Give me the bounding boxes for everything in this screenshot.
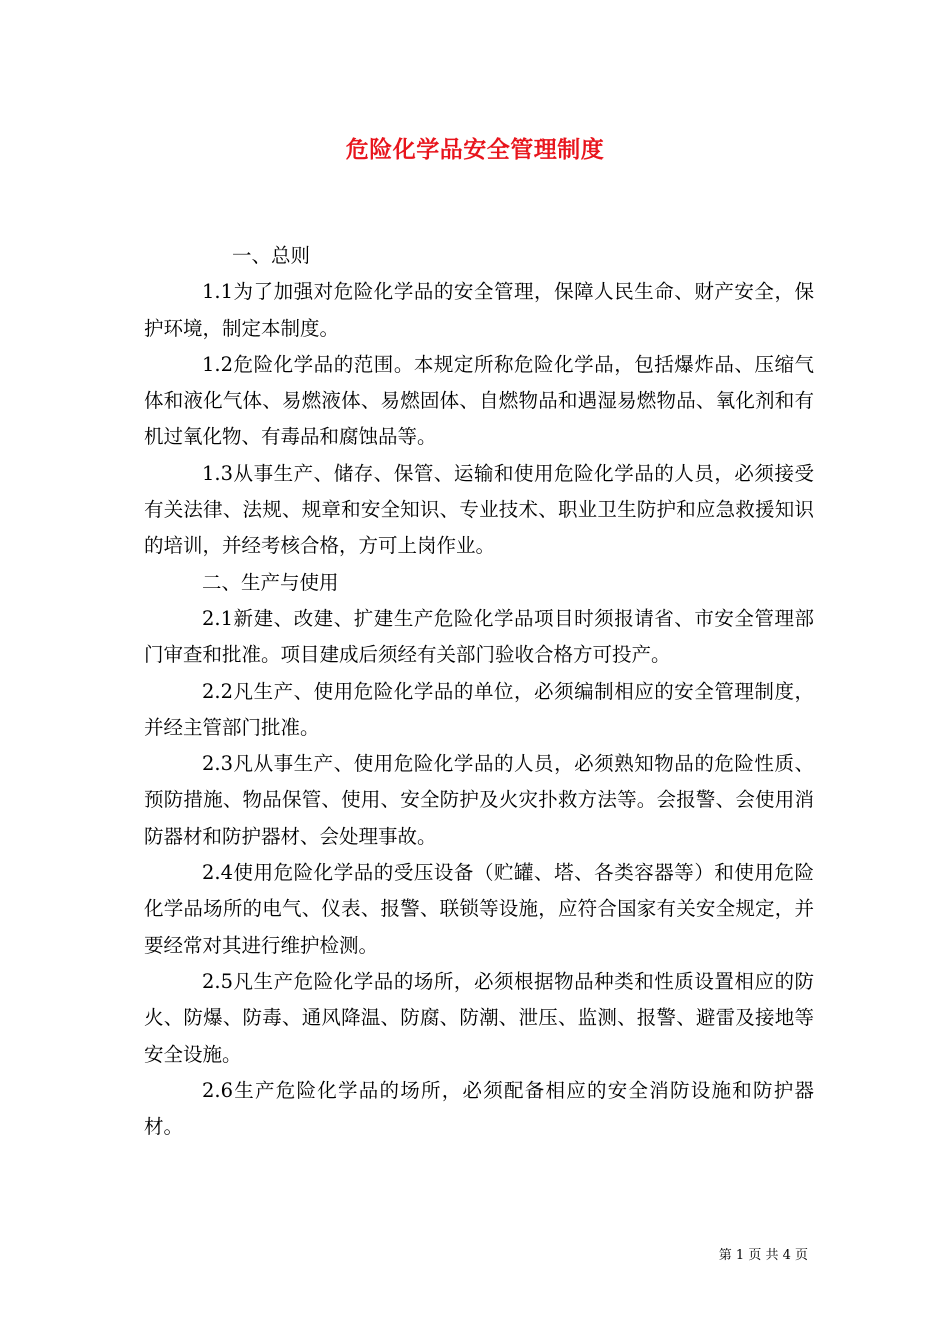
paragraph: 1.2危险化学品的范围。本规定所称危险化学品，包括爆炸品、压缩气体和液化气体、易燃液体、易燃固体、自燃物品和遇湿易燃物品、氧化剂和有机过氧化物、有毒品和腐蚀品等。 [144,352,814,449]
page-number: 第 1 页 共 4 页 [718,1248,808,1263]
paragraph: 2.6生产危险化学品的场所，必须配备相应的安全消防设施和防护器材。 [144,1078,814,1139]
paragraph: 2.1新建、改建、扩建生产危险化学品项目时须报请省、市安全管理部门审查和批准。项目建成后须经有关部门验收合格方可投产。 [144,606,814,667]
paragraph: 2.5凡生产危险化学品的场所，必须根据物品种类和性质设置相应的防火、防爆、防毒、通风降温、防腐、防潮、泄压、监测、报警、避雷及接地等安全设施。 [144,969,814,1066]
paragraph: 2.4使用危险化学品的受压设备（贮罐、塔、各类容器等）和使用危险化学品场所的电气、仪表、报警、联锁等设施，应符合国家有关安全规定，并要经常对其进行维护检测。 [144,861,814,957]
document-title: 危险化学品安全管理制度 [345,136,605,163]
paragraph: 2.3凡从事生产、使用危险化学品的人员，必须熟知物品的危险性质、预防措施、物品保管、使用、安全防护及火灾扑救方法等。会报警、会使用消防器材和防护器材、会处理事故。 [144,752,814,848]
paragraph: 1.1为了加强对危险化学品的安全管理，保障人民生命、财产安全，保护环境，制定本制度。 [144,280,814,340]
document-body [144,238,814,1145]
section-heading: 二、生产与使用 [202,570,339,594]
paragraph: 2.2凡生产、使用危险化学品的单位，必须编制相应的安全管理制度，并经主管部门批准。 [144,679,814,739]
section-heading: 一、总则 [232,244,311,267]
paragraph: 1.3从事生产、储存、保管、运输和使用危险化学品的人员，必须接受有关法律、法规、规章和安全知识、专业技术、职业卫生防护和应急救援知识的培训，并经考核合格，方可上岗作业。 [144,461,814,558]
